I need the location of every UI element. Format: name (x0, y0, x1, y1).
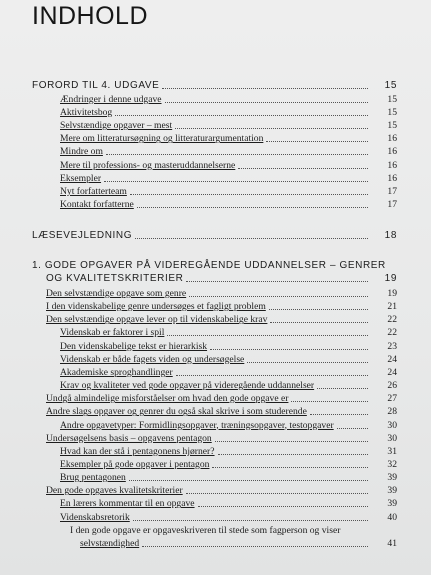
toc-entry (60, 420, 397, 431)
section-laesevejledning (32, 230, 397, 241)
leader-dots (130, 194, 368, 195)
toc-entry (60, 94, 397, 105)
toc-entry (46, 393, 397, 404)
toc-page-number: 24 (387, 353, 397, 365)
toc-page-number: 16 (387, 172, 397, 184)
toc-entry-label: Videnskab er både fagets viden og undersøgelse (60, 353, 245, 365)
toc-entry-label: Eksempler (60, 172, 102, 184)
toc-entry (60, 512, 397, 523)
page-title: INDHOLD (32, 2, 149, 30)
toc-entry (46, 314, 397, 325)
toc-page-number: 17 (387, 185, 397, 197)
leader-dots (176, 375, 368, 376)
toc-entry (60, 459, 397, 470)
leader-dots (115, 115, 368, 116)
toc-entry-label: Hvad kan der stå i pentagonens hjørner? (60, 445, 215, 457)
leader-dots (310, 414, 368, 415)
toc-page-number: 22 (387, 314, 397, 326)
toc-entry-label: Undgå almindelige misforståelser om hvad den gode opgave er (46, 393, 289, 405)
toc-page-number: 28 (387, 406, 397, 418)
toc-entry-label: Den selvstændige opgave lever op til videnskabelige krav (46, 314, 268, 326)
toc-entry (60, 120, 397, 131)
toc-entry (46, 406, 397, 417)
toc-entry-label: I den videnskabelige genre undersøges et fagligt problem (46, 301, 266, 313)
leader-dots (189, 296, 368, 297)
leader-dots (133, 520, 368, 521)
toc-page-number: 27 (387, 393, 397, 405)
toc-entry (46, 288, 397, 299)
toc-entry-label: Videnskab er faktorer i spil (60, 327, 165, 339)
leader-dots (167, 335, 368, 336)
toc-page-number: 30 (387, 432, 397, 444)
leader-dots (212, 467, 368, 468)
toc-entry (60, 341, 397, 352)
leader-dots (215, 441, 368, 442)
toc-page-number: 22 (387, 327, 397, 339)
toc-entry-label: Den selvstændige opgave som genre (46, 288, 187, 299)
toc-page-number: 19 (384, 273, 397, 284)
leader-dots (291, 401, 368, 402)
leader-dots (129, 480, 368, 481)
toc-entry-label: Krav og kvaliteter ved gode opgaver på videregående uddannelser (60, 380, 315, 392)
toc-page-number: 15 (384, 80, 397, 91)
toc-page-number: 24 (387, 366, 397, 378)
toc-page-number: 23 (387, 340, 397, 352)
toc-page-number: 41 (387, 537, 397, 549)
toc-entry (60, 498, 397, 509)
toc-entry (60, 354, 397, 365)
toc-page-number: 18 (384, 230, 397, 241)
toc-page-number: 39 (387, 485, 397, 497)
toc-page-number: 40 (387, 511, 397, 523)
toc-entry (60, 199, 397, 210)
toc-entry-label: Aktivitetsbog (60, 107, 113, 119)
toc-page-number: 31 (387, 445, 397, 457)
toc-page-number: 30 (387, 419, 397, 431)
toc-page-number: 15 (387, 120, 397, 132)
toc-entry-label: Akademiske sproghandlinger (60, 366, 173, 378)
toc-entry-label: Andre slags opgaver og genrer du også skal skrive i som studerende (46, 406, 307, 418)
toc-entry (46, 301, 397, 312)
toc-entry-label: Undersøgelsens basis – opgavens pentagon (46, 432, 212, 444)
toc-entry-label: Selvstændige opgaver – mest (60, 120, 173, 132)
leader-dots (317, 388, 368, 389)
toc-entry-label: FORORD TIL 4. UDGAVE (32, 80, 160, 91)
leader-dots (247, 362, 368, 363)
toc-page-number: 16 (387, 159, 397, 171)
toc-entry (60, 133, 397, 144)
toc-page-number: 39 (387, 472, 397, 484)
toc-page-number: 17 (387, 198, 397, 210)
toc-entry (60, 367, 397, 378)
toc-page-number: 19 (387, 288, 397, 299)
chapter-title-line2 (46, 273, 397, 284)
leader-dots (106, 154, 368, 155)
leader-dots (186, 493, 368, 494)
toc-entry-label: Andre opgavetyper: Formidlingsopgaver, træningsopgaver, testopgaver (60, 419, 334, 431)
leader-dots (175, 128, 368, 129)
leader-dots (162, 88, 368, 89)
leader-dots (218, 454, 368, 455)
toc-entry (46, 433, 397, 444)
leader-dots (186, 281, 368, 282)
section-forord (32, 80, 397, 91)
toc-page-number: 32 (387, 458, 397, 470)
toc-entry-label: OG KVALITETSKRITERIER (46, 273, 184, 284)
toc-entry-label: Mere om litteratursøgning og litteraturargumentation (60, 133, 264, 145)
toc-entry-label: Videnskabsretorik (60, 511, 130, 523)
toc-entry-label: Brug pentagonen (60, 472, 126, 484)
toc-page-number: 15 (387, 94, 397, 105)
toc-entry (60, 446, 397, 457)
toc-page-number: 16 (387, 146, 397, 158)
toc-entry-label: Ændringer i denne udgave (60, 94, 162, 105)
toc-entry-label: Mindre om (60, 146, 103, 158)
toc-entry (60, 173, 397, 184)
toc-entry-label: Mere til professions- og masteruddannelserne (60, 159, 236, 171)
toc-entry-label: Eksempler på gode opgaver i pentagon (60, 458, 210, 470)
toc-page-number: 39 (387, 498, 397, 510)
leader-dots (238, 168, 368, 169)
toc-entry (60, 472, 397, 483)
toc-entry (46, 485, 397, 496)
toc-entry-label: selvstændighed (80, 537, 140, 549)
leader-dots (210, 349, 368, 350)
toc-entry-label: Kontakt forfatterne (60, 198, 134, 210)
toc-entry (80, 538, 397, 549)
toc-entry (60, 327, 397, 338)
toc-entry-label: LÆSEVEJLEDNING (32, 230, 133, 241)
toc-entry-label: En lærers kommentar til en opgave (60, 498, 195, 510)
toc-entry (60, 380, 397, 391)
toc-entry-label: I den gode opgave er opgaveskriveren til stede som fagperson og viser (70, 524, 341, 536)
toc-page-number: 16 (387, 133, 397, 145)
toc-page-number: 15 (387, 107, 397, 119)
toc-page-number: 21 (387, 301, 397, 313)
leader-dots (165, 102, 368, 103)
toc-entry (60, 146, 397, 157)
leader-dots (142, 546, 368, 547)
leader-dots (270, 322, 368, 323)
toc-entry (60, 107, 397, 118)
leader-dots (198, 506, 368, 507)
leader-dots (137, 207, 368, 208)
leader-dots (266, 141, 368, 142)
toc-entry-label: Den gode opgaves kvalitetskriterier (46, 485, 183, 497)
leader-dots (337, 428, 368, 429)
leader-dots (135, 238, 368, 239)
toc-page-number: 26 (387, 380, 397, 392)
toc-entry (60, 186, 397, 197)
toc-entry-label: Nyt forfatterteam (60, 185, 127, 197)
toc-entry-label: Den videnskabelige tekst er hierarkisk (60, 340, 208, 352)
leader-dots (269, 309, 368, 310)
toc-entry (60, 160, 397, 171)
chapter-title-line1: 1. GODE OPGAVER PÅ VIDEREGÅENDE UDDANNELSER – GENRER (32, 260, 386, 271)
leader-dots (104, 181, 368, 182)
